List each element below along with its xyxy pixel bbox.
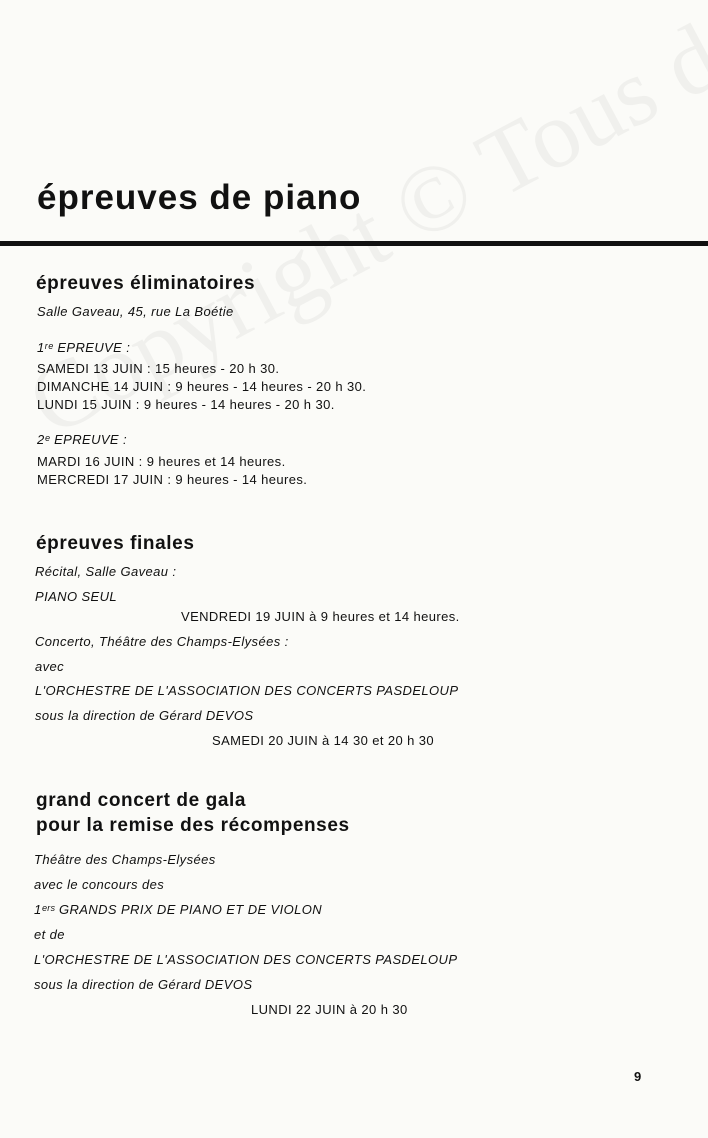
venue-eliminatoires: Salle Gaveau, 45, rue La Boétie (37, 304, 234, 319)
gala-venue: Théâtre des Champs-Elysées (34, 852, 216, 867)
heading-gala-1: grand concert de gala (36, 790, 247, 811)
gala-prix: 1ᵉʳˢ GRANDS PRIX DE PIANO ET DE VIOLON (34, 902, 323, 917)
title-rule (0, 241, 708, 246)
concerto-date: SAMEDI 20 JUIN à 14 30 et 20 h 30 (212, 733, 435, 748)
gala-orchestre: L'ORCHESTRE DE L'ASSOCIATION DES CONCERTS PASDELOUP (34, 952, 458, 967)
avec-text: avec (35, 659, 65, 674)
recital-date: VENDREDI 19 JUIN à 9 heures et 14 heures. (181, 609, 460, 624)
page-title: épreuves de piano (37, 178, 362, 217)
heading-finales: épreuves finales (36, 533, 195, 554)
second-epreuve-line: MERCREDI 17 JUIN : 9 heures - 14 heures. (37, 472, 308, 487)
first-epreuve-line: DIMANCHE 14 JUIN : 9 heures - 14 heures - 20 h 30. (37, 379, 367, 394)
first-epreuve-line: LUNDI 15 JUIN : 9 heures - 14 heures - 20 h 30. (37, 397, 335, 412)
piano-seul: PIANO SEUL (35, 589, 118, 604)
first-epreuve-label: 1ʳᵉ EPREUVE : (37, 340, 131, 355)
direction-text: sous la direction de Gérard DEVOS (35, 708, 254, 723)
first-epreuve-line: SAMEDI 13 JUIN : 15 heures - 20 h 30. (37, 361, 280, 376)
second-epreuve-line: MARDI 16 JUIN : 9 heures et 14 heures. (37, 454, 286, 469)
orchestre-text: L'ORCHESTRE DE L'ASSOCIATION DES CONCERTS PASDELOUP (35, 683, 459, 698)
gala-et-de: et de (34, 927, 65, 942)
concerto-venue: Concerto, Théâtre des Champs-Elysées : (35, 634, 289, 649)
heading-eliminatoires: épreuves éliminatoires (36, 273, 256, 294)
recital-venue: Récital, Salle Gaveau : (35, 564, 177, 579)
gala-date: LUNDI 22 JUIN à 20 h 30 (251, 1002, 408, 1017)
second-epreuve-label: 2ᵉ EPREUVE : (37, 432, 128, 447)
gala-concours: avec le concours des (34, 877, 165, 892)
gala-direction: sous la direction de Gérard DEVOS (34, 977, 253, 992)
heading-gala-2: pour la remise des récompenses (36, 815, 350, 836)
page-number: 9 (634, 1069, 642, 1084)
